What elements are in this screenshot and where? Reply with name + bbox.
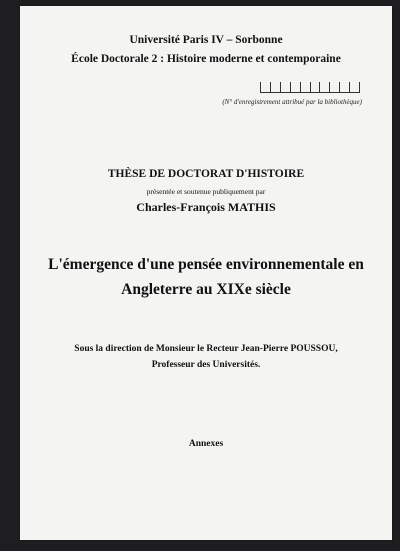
registration-box bbox=[319, 82, 329, 93]
direction-line-2: Professeur des Universités. bbox=[151, 360, 261, 370]
registration-boxes bbox=[260, 82, 360, 94]
registration-box bbox=[349, 82, 360, 93]
registration-box bbox=[280, 82, 290, 93]
annexes-label: Annexes bbox=[188, 439, 224, 449]
registration-box bbox=[339, 82, 349, 93]
doctoral-school: École Doctorale 2 : Histoire moderne et contemporaine bbox=[71, 53, 341, 65]
registration-note: (N° d'enregistrement attribué par la bibliothèque) bbox=[222, 98, 362, 106]
thesis-title-line-2: Angleterre au XIXe siècle bbox=[121, 281, 291, 298]
thesis-type: THÈSE DE DOCTORAT D'HISTOIRE bbox=[107, 168, 305, 180]
author-name: Charles-François MATHIS bbox=[136, 200, 276, 214]
university-name: Université Paris IV – Sorbonne bbox=[129, 34, 283, 46]
direction-line-1: Sous la direction de Monsieur le Recteur Jean-Pierre POUSSOU, bbox=[74, 344, 338, 354]
registration-box bbox=[329, 82, 339, 93]
registration-box bbox=[300, 82, 310, 93]
registration-box bbox=[260, 82, 270, 93]
document-page bbox=[20, 6, 392, 540]
registration-box bbox=[310, 82, 320, 93]
registration-box bbox=[270, 82, 280, 93]
thesis-title-line-1: L'émergence d'une pensée environnementale en bbox=[48, 256, 364, 273]
presented-by-label: présentée et soutenue publiquement par bbox=[146, 187, 266, 196]
registration-box bbox=[290, 82, 300, 93]
